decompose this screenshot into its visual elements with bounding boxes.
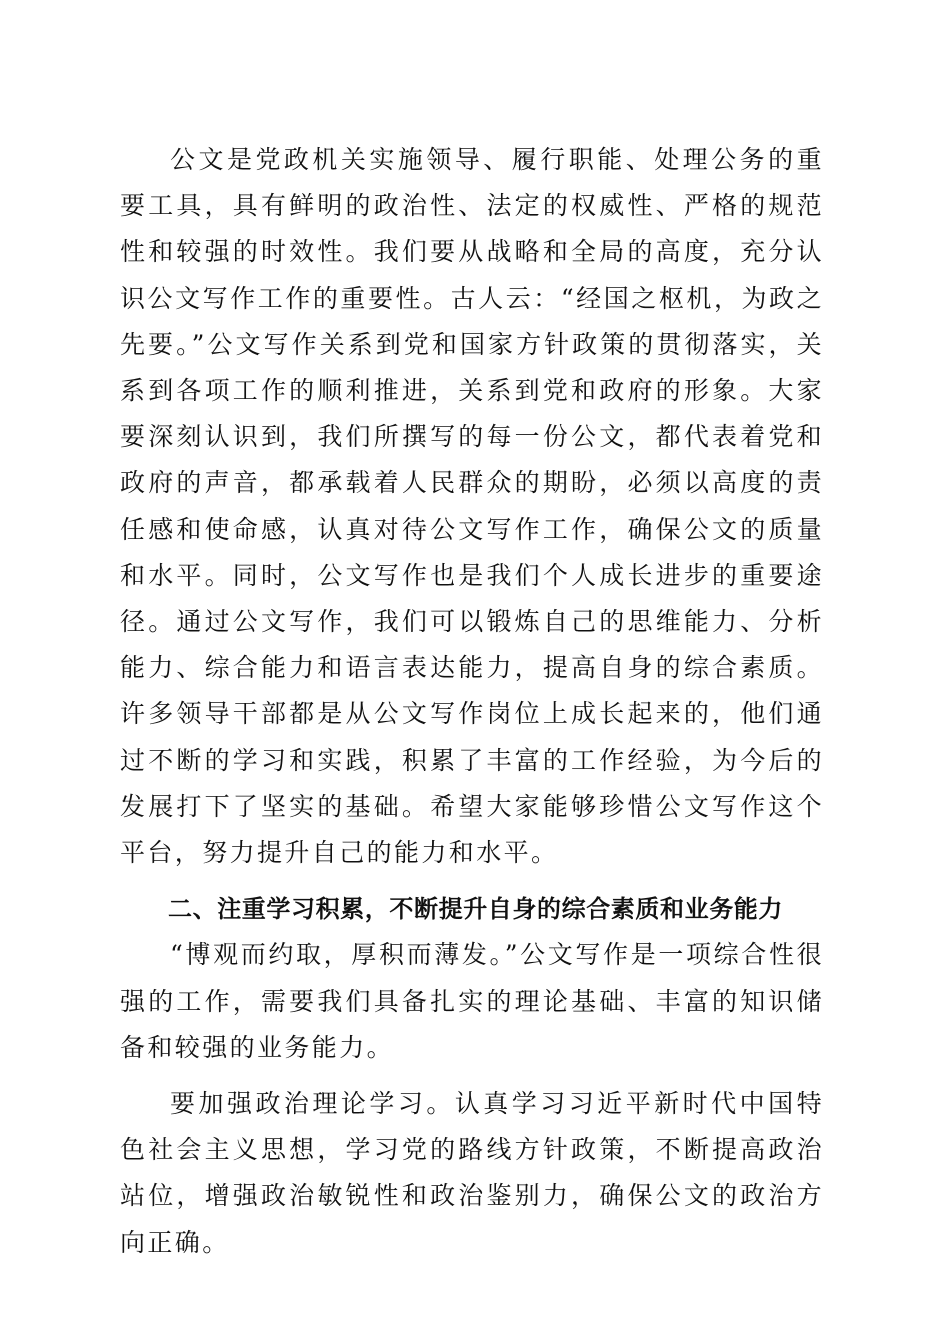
spacer <box>120 876 824 886</box>
spacer <box>120 1071 824 1081</box>
section-heading: 二、注重学习积累，不断提升自身的综合素质和业务能力 <box>168 895 783 924</box>
paragraph-political-study: 要加强政治理论学习。认真学习习近平新时代中国特色社会主义思想，学习党的路线方针政策，不断提高政治站位，增强政治敏锐性和政治鉴别力，确保公文的政治方向正确。 <box>120 1089 824 1257</box>
paragraph-quote: “博观而约取，厚积而薄发。”公文写作是一项综合性很强的工作，需要我们具备扎实的理论基础、丰富的知识储备和较强的业务能力。 <box>120 940 824 1062</box>
paragraph-intro: 公文是党政机关实施领导、履行职能、处理公务的重要工具，具有鲜明的政治性、法定的权威性、严格的规范性和较强的时效性。我们要从战略和全局的高度，充分认识公文写作工作的重要性。古人云：“经国之枢机，为政之先要。”公文写作关系到党和国家方针政策的贯彻落实，关系到各项工作的顺利推进，关系到党和政府的形象。大家要深刻认识到，我们所撰写的每一份公文，都代表着党和政府的声音，都承载着人民群众的期盼，必须以高度的责任感和使命感，认真对待公文写作工作，确保公文的质量和水平。同时，公文写作也是我们个人成长进步的重要途径。通过公文写作，我们可以锻炼自己的思维能力、分析能力、综合能力和语言表达能力，提高自身的综合素质。许多领导干部都是从公文写作岗位上成长起来的，他们通过不断的学习和实践，积累了丰富的工作经验，为今后的发展打下了坚实的基础。希望大家能够珍惜公文写作这个平台，努力提升自己的能力和水平。 <box>120 145 824 868</box>
document-body <box>120 137 824 1266</box>
